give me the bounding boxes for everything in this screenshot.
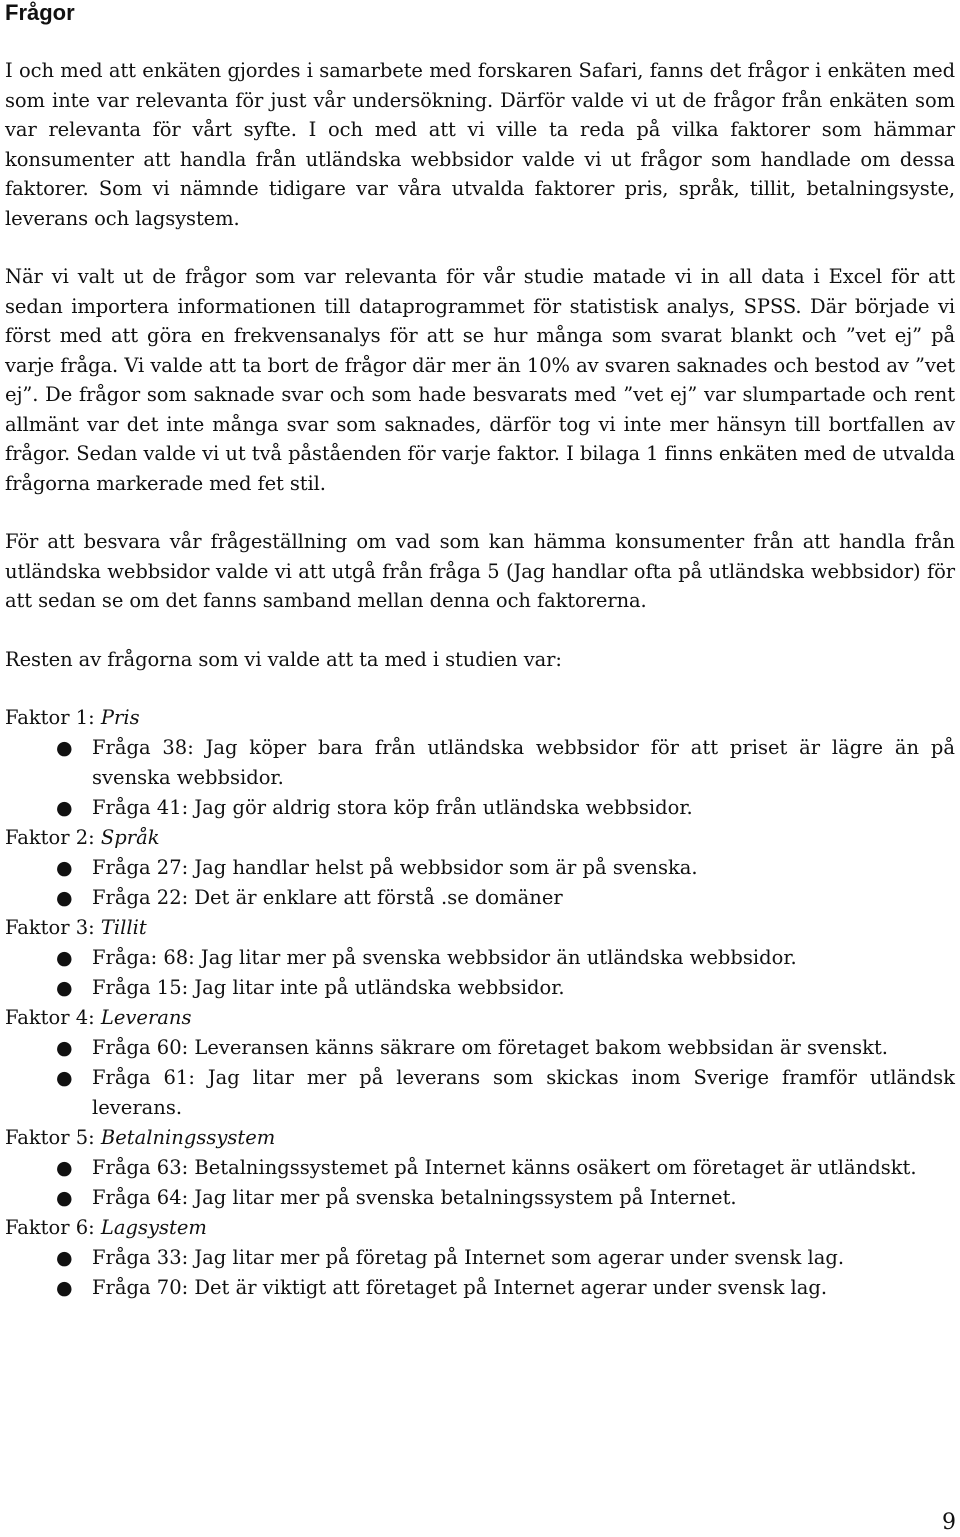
- page-number: 9: [942, 1510, 956, 1535]
- list-item: [5, 1153, 955, 1183]
- factor-prefix: Faktor 2:: [5, 826, 101, 849]
- factor-block: [5, 913, 955, 1003]
- question-text: Fråga: 68: Jag litar mer på svenska webbsidor än utländska webbsidor.: [92, 946, 797, 969]
- paragraph-intro: I och med att enkäten gjordes i samarbete med forskaren Safari, fanns det frågor i enkäten med som inte var relevanta för just vår undersökning. Därför valde vi ut de frågor från enkäten som var relevanta för vårt syfte. I och med att vi ville ta reda på vilka faktorer som hämmar konsumenter att handla från utländska webbsidor valde vi ut frågor som handlade om dessa faktorer. Som vi nämnde tidigare var våra utvalda faktorer pris, språk, tillit, betalningsyste, leverans och lagsystem.: [5, 59, 955, 230]
- bullet-icon: ●: [56, 1067, 73, 1089]
- list-item: [5, 883, 955, 913]
- question-list: [5, 943, 955, 1003]
- list-item: [5, 1033, 955, 1063]
- list-item: [5, 853, 955, 883]
- factor-block: [5, 703, 955, 823]
- question-text: Fråga 22: Det är enklare att förstå .se domäner: [92, 886, 563, 909]
- bullet-icon: ●: [56, 737, 73, 759]
- question-list: [5, 733, 955, 823]
- question-list: [5, 1243, 955, 1303]
- factor-list: [5, 703, 955, 1303]
- bullet-icon: ●: [56, 1247, 73, 1269]
- factor-block: [5, 1123, 955, 1213]
- factor-name: Språk: [100, 826, 160, 849]
- section-heading: Frågor: [5, 0, 75, 25]
- bullet-icon: ●: [56, 1157, 73, 1179]
- bullet-icon: ●: [56, 1037, 73, 1059]
- question-text: Fråga 60: Leveransen känns säkrare om företaget bakom webbsidan är svenskt.: [92, 1036, 888, 1059]
- bullet-icon: ●: [56, 887, 73, 909]
- factor-title: [5, 1123, 955, 1153]
- question-text: Fråga 38: Jag köper bara från utländska webbsidor för att priset är lägre än på svenska webbsidor.: [92, 736, 955, 789]
- question-list: [5, 1153, 955, 1213]
- factor-title: [5, 1213, 955, 1243]
- factor-block: [5, 1213, 955, 1303]
- bullet-icon: ●: [56, 1277, 73, 1299]
- factor-block: [5, 823, 955, 913]
- question-list: [5, 853, 955, 913]
- question-text: Fråga 70: Det är viktigt att företaget på Internet agerar under svensk lag.: [92, 1276, 828, 1299]
- factor-prefix: Faktor 6:: [5, 1216, 101, 1239]
- factor-prefix: Faktor 3:: [5, 916, 101, 939]
- factor-prefix: Faktor 5:: [5, 1126, 101, 1149]
- list-item: [5, 1063, 955, 1123]
- factor-name: Leverans: [100, 1006, 192, 1029]
- factor-title: [5, 913, 955, 943]
- paragraph-research-question: För att besvara vår frågeställning om vad som kan hämma konsumenter från att handla från utländska webbsidor valde vi att utgå från fråga 5 (Jag handlar ofta på utländska webbsidor) för att sedan se om det fanns samband mellan denna och faktorerna.: [5, 530, 955, 612]
- question-text: Fråga 15: Jag litar inte på utländska webbsidor.: [92, 976, 565, 999]
- factor-title: [5, 1003, 955, 1033]
- list-item: [5, 1243, 955, 1273]
- list-item: [5, 1183, 955, 1213]
- factor-prefix: Faktor 1:: [5, 706, 101, 729]
- bullet-icon: ●: [56, 977, 73, 999]
- bullet-icon: ●: [56, 797, 73, 819]
- factor-prefix: Faktor 4:: [5, 1006, 101, 1029]
- question-text: Fråga 61: Jag litar mer på leverans som skickas inom Sverige framför utländsk leverans.: [92, 1066, 955, 1119]
- paragraph-method: När vi valt ut de frågor som var relevanta för vår studie matade vi in all data i Excel för att sedan importera informationen till dataprogrammet för statistisk analys, SPSS. Där började vi först med att göra en frekvensanalys för att se hur många som svarat blankt och ”vet ej” på varje fråga. Vi valde att ta bort de frågor där mer än 10% av svaren saknades och bestod av ”vet ej”. De frågor som saknade svar och som hade besvarats med ”vet ej” var slumpartade och rent allmänt var det inte många svar som saknades, därför tog vi inte mer hänsyn till bortfallen av frågor. Sedan valde vi ut två påståenden för varje faktor. I bilaga 1 finns enkäten med de utvalda frågorna markerade med fet stil.: [5, 265, 955, 495]
- factor-block: [5, 1003, 955, 1123]
- question-text: Fråga 27: Jag handlar helst på webbsidor som är på svenska.: [92, 856, 698, 879]
- bullet-icon: ●: [56, 1187, 73, 1209]
- factor-title: [5, 823, 955, 853]
- question-text: Fråga 33: Jag litar mer på företag på Internet som agerar under svensk lag.: [92, 1246, 845, 1269]
- bullet-icon: ●: [56, 857, 73, 879]
- question-text: Fråga 63: Betalningssystemet på Internet känns osäkert om företaget är utländskt.: [92, 1156, 917, 1179]
- question-text: Fråga 41: Jag gör aldrig stora köp från utländska webbsidor.: [92, 796, 693, 819]
- factor-name: Pris: [100, 706, 140, 729]
- question-list: [5, 1033, 955, 1123]
- list-item: [5, 1273, 955, 1303]
- factor-name: Betalningssystem: [100, 1126, 276, 1149]
- factor-title: [5, 703, 955, 733]
- factor-name: Tillit: [100, 916, 147, 939]
- list-item: [5, 973, 955, 1003]
- bullet-icon: ●: [56, 947, 73, 969]
- list-item: [5, 733, 955, 793]
- paragraph-remaining-questions: Resten av frågorna som vi valde att ta med i studien var:: [5, 647, 562, 671]
- question-text: Fråga 64: Jag litar mer på svenska betalningssystem på Internet.: [92, 1186, 737, 1209]
- factor-name: Lagsystem: [100, 1216, 207, 1239]
- document-page: [5, 0, 955, 1303]
- list-item: [5, 793, 955, 823]
- list-item: [5, 943, 955, 973]
